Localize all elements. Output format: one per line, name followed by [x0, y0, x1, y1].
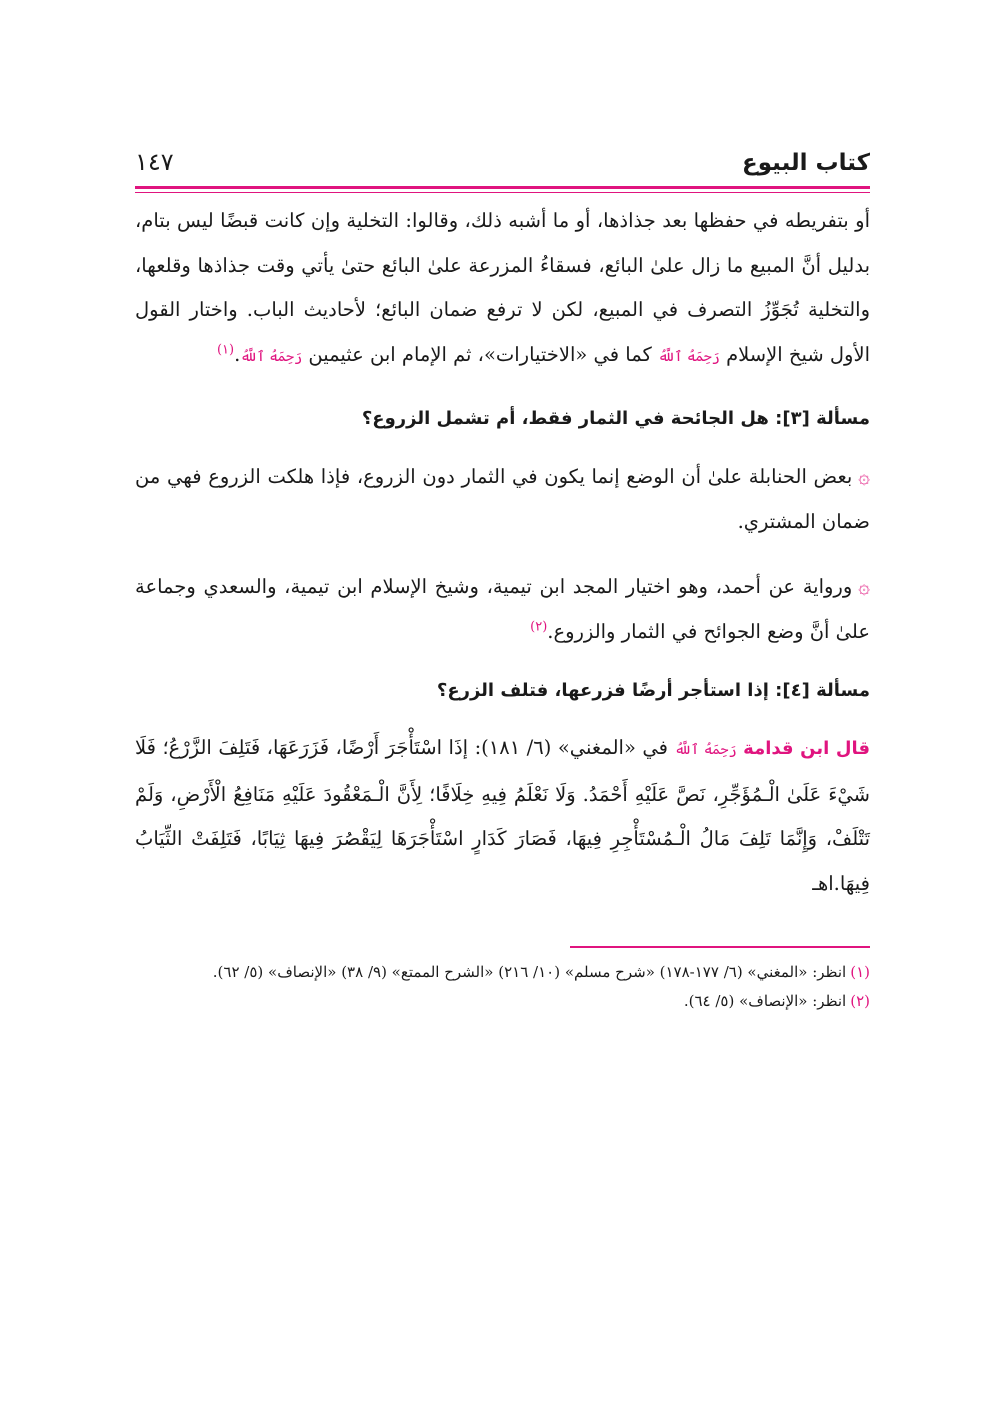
question-label: مسألة [٣]:: [775, 408, 870, 429]
quote-text: في «المغني» (٦/ ١٨١): إذَا اسْتَأْجَرَ أَرْضًا، فَزَرَعَهَا، فَتَلِفَ الزَّرْعُ؛ فَلَا شَيْءَ عَلَىٰ الْـمُؤَجِّرِ، نَصَّ عَلَيْهِ أَحْمَدُ. وَلَا نَعْلَمُ فِيهِ خِلَافًا؛ لِأَنَّ الْـمَعْقُودَ عَلَيْهِ مَنَافِعُ الْأَرْضِ، وَلَمْ تَتْلَفْ، وَإِنَّمَا تَلِفَ مَالُ الْـمُسْتَأْجِرِ فِيهَا، فَصَارَ كَدَارٍ اسْتَأْجَرَهَا لِيَقْصُرَ فِيهَا ثِيَابًا، فَتَلِفَتْ الثِّيَابُ فِيهَا.اهـ: [135, 736, 870, 895]
footnote-ref-2[interactable]: (٢): [530, 619, 548, 634]
running-title: كتاب البيوع: [742, 150, 870, 176]
quote-paragraph: [135, 726, 870, 906]
bullet-text: بعض الحنابلة علىٰ أن الوضع إنما يكون في الثمار دون الزروع، فإذا هلكت الزروع فهي من ضمان المشتري.: [135, 465, 870, 533]
footnote-ref-1[interactable]: (١): [216, 342, 235, 357]
paragraph-opening: [135, 199, 870, 379]
sentence-end: .: [234, 342, 241, 366]
footnote-2: [135, 989, 870, 1014]
footnote-separator: [570, 946, 870, 948]
footnote-number: (٢): [850, 992, 870, 1010]
bullet-ornament-icon: ۞: [858, 464, 870, 488]
bullet-ornament-icon: ۞: [858, 574, 870, 598]
question-heading-3: [135, 404, 870, 434]
bullet-paragraph-1: [135, 454, 870, 544]
bullet-paragraph-2: [135, 564, 870, 654]
header-rule-thin: [135, 192, 870, 193]
footnote-1: [135, 960, 870, 985]
question-label: مسألة [٤]:: [775, 680, 870, 701]
header-rule-thick: [135, 186, 870, 189]
book-page: [135, 128, 870, 1018]
bullet-text: ورواية عن أحمد، وهو اختيار المجد ابن تيمية، وشيخ الإسلام ابن تيمية، والسعدي وجماعة علىٰ أنَّ وضع الجوائح في الثمار والزروع.: [135, 575, 870, 643]
running-header: [135, 128, 870, 176]
footnote-text: انظر: «الإنصاف» (٥/ ٦٤).: [683, 992, 847, 1010]
quote-speaker: قال ابن قدامة: [743, 738, 870, 759]
footnote-number: (١): [850, 963, 870, 981]
honorific-glyph: رَحِمَهُ ٱللَّهُ: [674, 742, 737, 758]
honorific-glyph-2: رَحِمَهُ ٱللَّهُ: [240, 348, 303, 365]
question-heading-4: [135, 676, 870, 706]
page-number: ١٤٧: [135, 148, 174, 176]
footnote-text: انظر: «المغني» (٦/ ١٧٧-١٧٨) «شرح مسلم» (١٠/ ٢١٦) «الشرح الممتع» (٩/ ٣٨) «الإنصاف» (٥/ ٦٢).: [212, 963, 847, 981]
footnotes: [135, 960, 870, 1014]
question-text: إذا استأجر أرضًا فزرعها، فتلف الزرع؟: [436, 680, 769, 701]
paragraph-text-continued: كما في «الاختيارات»، ثم الإمام ابن عثيمين: [308, 342, 652, 366]
paragraph-text: أو بتفريطه في حفظها بعد جذاذها، أو ما أشبه ذلك، وقالوا: التخلية وإن كانت قبضًا ليس بتام، بدليل أنَّ المبيع ما زال علىٰ البائع، فسقاءُ المزرعة علىٰ البائع حتىٰ يأتي وقت جذاذها وقلعها، والتخلية تُجَوِّزُ التصرف في المبيع، لكن لا ترفع ضمان البائع؛ لأحاديث الباب. واختار القول الأول شيخ الإسلام: [135, 209, 870, 366]
honorific-glyph: رَحِمَهُ ٱللَّهُ: [658, 348, 720, 365]
question-text: هل الجائحة في الثمار فقط، أم تشمل الزروع؟: [361, 408, 769, 429]
